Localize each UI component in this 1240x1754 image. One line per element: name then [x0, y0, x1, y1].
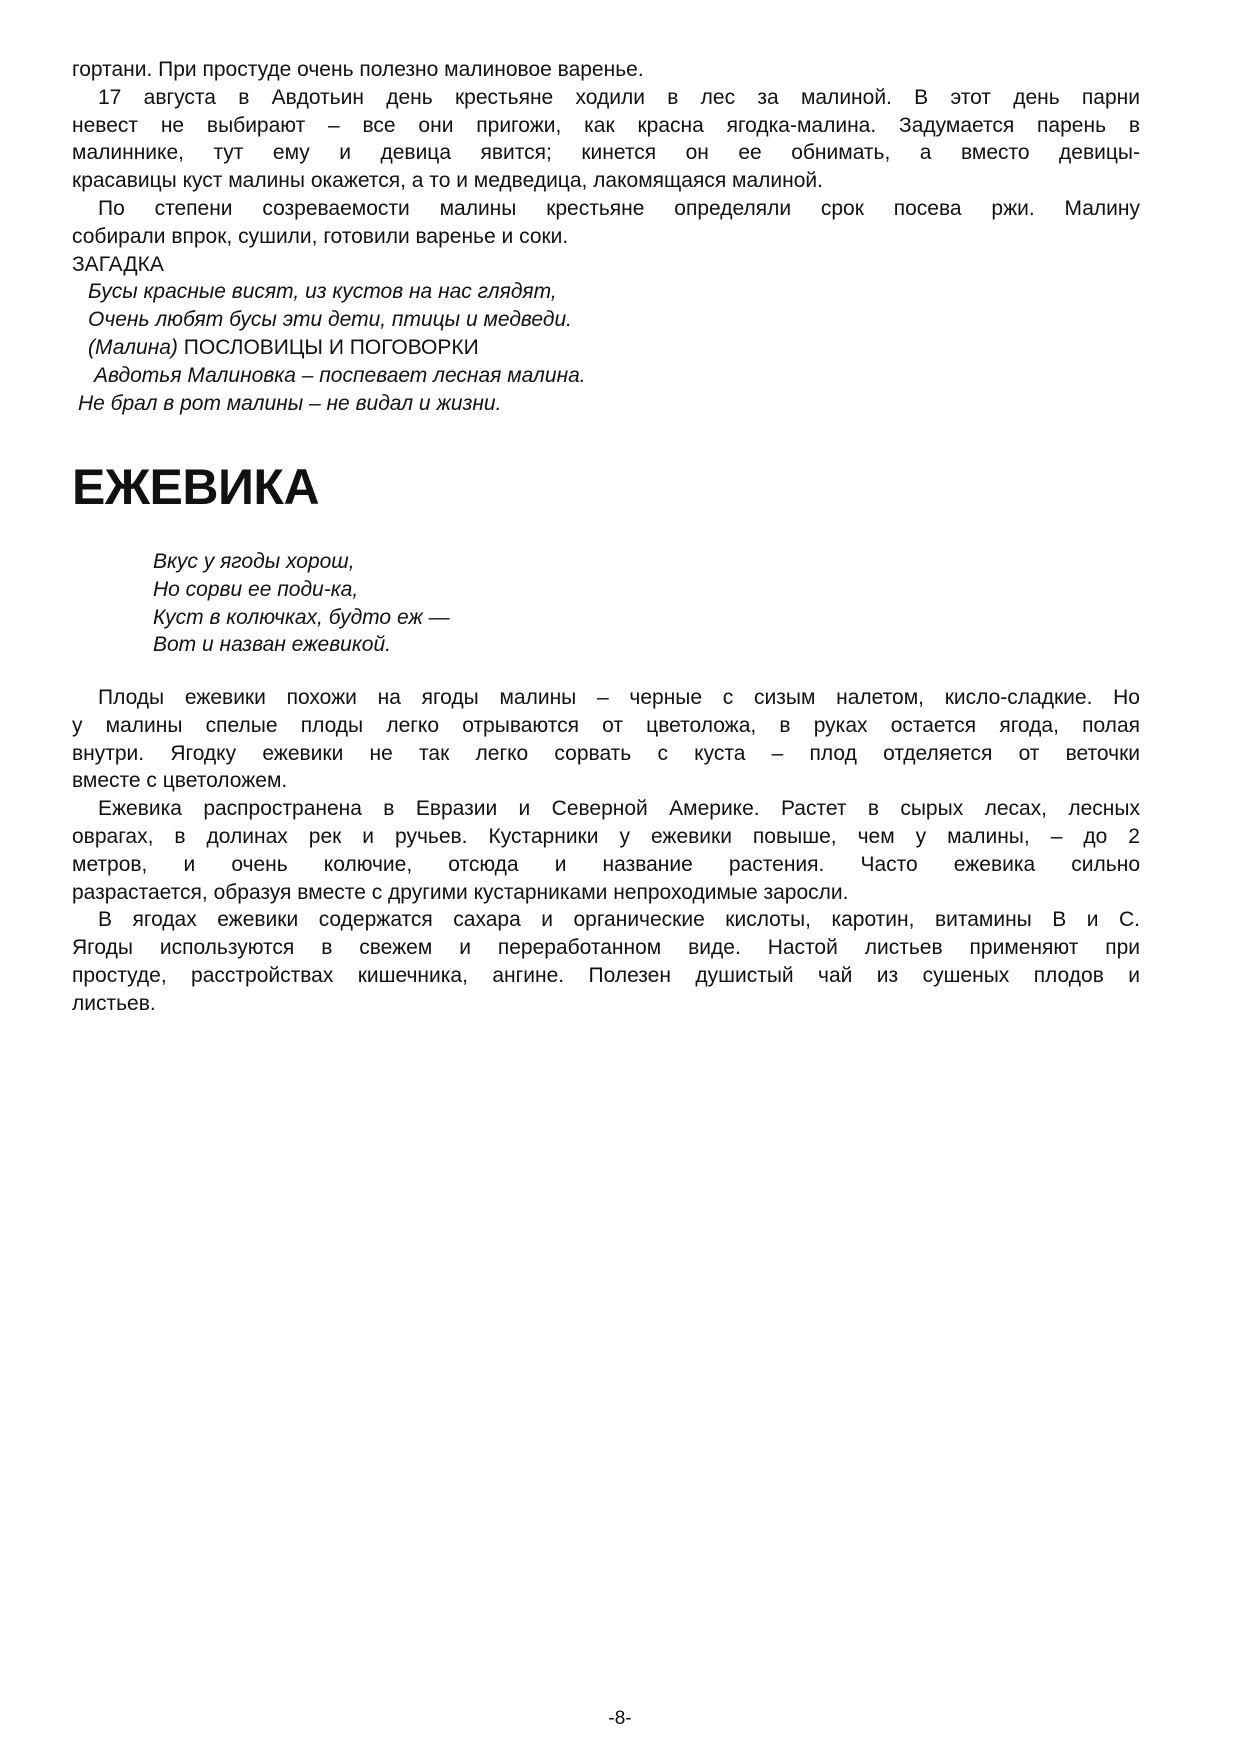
riddle-answer: (Малина): [88, 335, 178, 359]
text-line: Ягоды используются в свежем и переработанном виде. Настой листьев применяют при: [72, 936, 1140, 960]
poem-line: Куст в колючках, будто еж —: [153, 605, 450, 629]
section-title: ЕЖЕВИКА: [72, 459, 320, 515]
proverb: Авдотья Малиновка – поспевает лесная малина.: [94, 363, 586, 387]
text-line: невест не выбирают – все они пригожи, как красна ягодка-малина. Задумается парень в: [72, 113, 1140, 137]
text-line: разрастается, образуя вместе с другими кустарниками непроходимые заросли.: [72, 880, 849, 904]
text-line: вместе с цветоложем.: [72, 769, 288, 793]
body-text: [72, 684, 1140, 1018]
top-text: [72, 56, 1140, 417]
text-line: красавицы куст малины окажется, а то и медведица, лакомящаяся малиной.: [72, 169, 823, 193]
page-number: -8-: [608, 1708, 632, 1729]
text-line: По степени созреваемости малины крестьяне определяли срок посева ржи. Малину: [98, 196, 1140, 220]
poem-line: Но сорви ее поди-ка,: [153, 577, 359, 601]
epigraph-poem: [153, 548, 450, 659]
text-line: простуде, расстройствах кишечника, ангине. Полезен душистый чай из сушеных плодов и: [72, 963, 1140, 987]
proverbs-heading: ПОСЛОВИЦЫ И ПОГОВОРКИ: [183, 335, 479, 359]
text-line: листьев.: [72, 991, 156, 1015]
poem-line: Вкус у ягоды хорош,: [153, 550, 355, 573]
text-line: В ягодах ежевики содержатся сахара и органические кислоты, каротин, витамины В и С.: [98, 908, 1140, 932]
riddle-line: Бусы красные висят, из кустов на нас глядят,: [88, 280, 557, 304]
poem-line: Вот и назван ежевикой.: [153, 633, 391, 657]
text-line: у малины спелые плоды легко отрываются от цветоложа, в руках остается ягода, полая: [72, 713, 1140, 737]
text-line: гортани. При простуде очень полезно малиновое варенье.: [72, 58, 644, 81]
riddle-line: Очень любят бусы эти дети, птицы и медведи.: [88, 308, 572, 332]
proverb: Не брал в рот малины – не видал и жизни.: [78, 391, 502, 415]
text-line: Плоды ежевики похожи на ягоды малины – черные с сизым налетом, кисло-сладкие. Но: [98, 686, 1140, 709]
text-line: Ежевика распространена в Евразии и Северной Америке. Растет в сырых лесах, лесных: [98, 797, 1140, 821]
text-line: собирали впрок, сушили, готовили варенье и соки.: [72, 224, 569, 248]
text-line: оврагах, в долинах рек и ручьев. Кустарники у ежевики повыше, чем у малины, – до 2: [72, 824, 1140, 848]
riddle-heading: ЗАГАДКА: [72, 252, 164, 276]
text-line: малиннике, тут ему и девица явится; кинется он ее обнимать, а вместо девицы-: [72, 141, 1140, 165]
text-line: 17 августа в Авдотьин день крестьяне ходили в лес за малиной. В этот день парни: [98, 85, 1140, 109]
text-line: внутри. Ягодку ежевики не так легко сорвать с куста – плод отделяется от веточки: [72, 741, 1140, 765]
text-line: метров, и очень колючие, отсюда и название растения. Часто ежевика сильно: [72, 852, 1140, 876]
riddle-answer-line: [72, 334, 1140, 362]
